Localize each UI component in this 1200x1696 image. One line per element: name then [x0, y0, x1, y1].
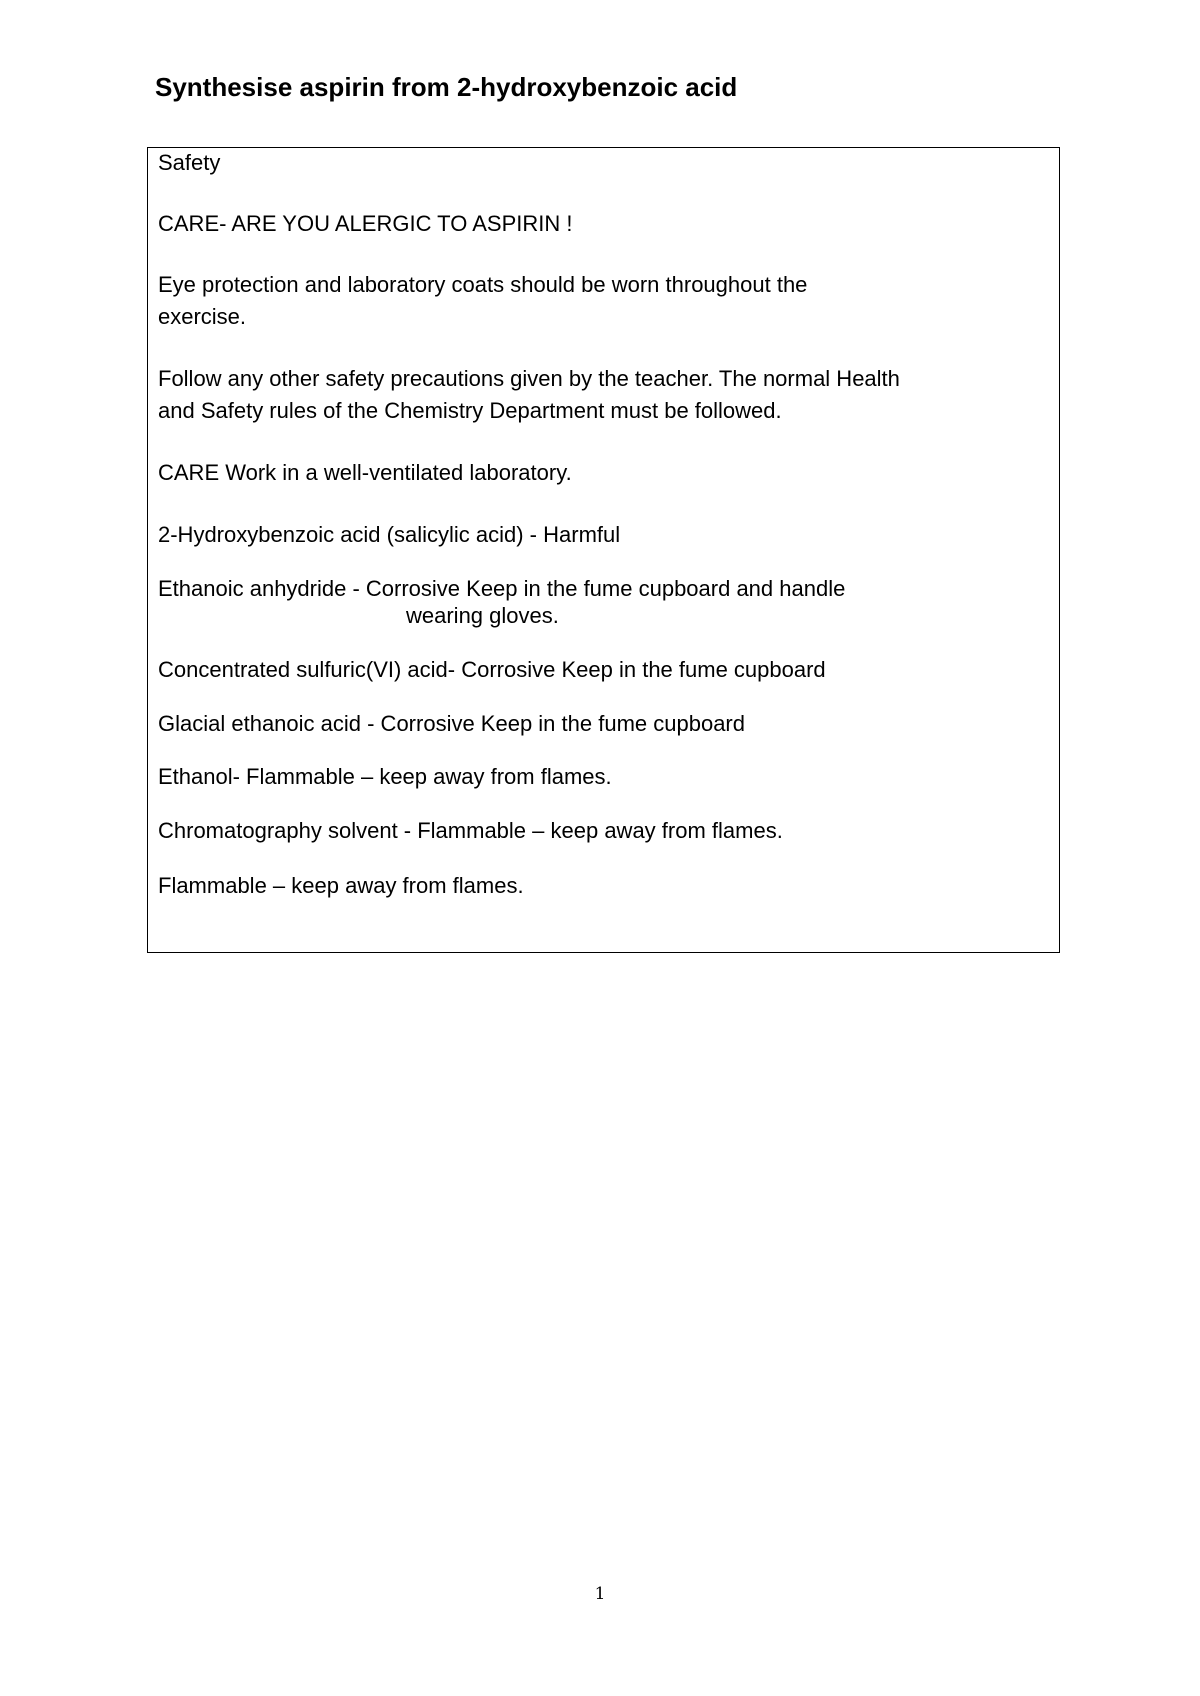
- hazard-chromatography-solvent: Chromatography solvent - Flammable – keep away from flames.: [158, 818, 783, 843]
- hazard-ethanoic-anhydride-line-2: wearing gloves.: [406, 603, 559, 628]
- ventilation-warning: CARE Work in a well-ventilated laboratory.: [158, 460, 572, 485]
- page-title: Synthesise aspirin from 2-hydroxybenzoic acid: [155, 72, 738, 102]
- hazard-ethanol: Ethanol- Flammable – keep away from flames.: [158, 764, 612, 789]
- hazard-glacial-ethanoic-acid: Glacial ethanoic acid - Corrosive Keep in the fume cupboard: [158, 711, 745, 736]
- safety-heading: Safety: [158, 150, 221, 175]
- eye-protection-line-1: Eye protection and laboratory coats should be worn throughout the: [158, 272, 808, 297]
- precautions-line-1: Follow any other safety precautions given by the teacher. The normal Health: [158, 366, 900, 391]
- hazard-flammable-general: Flammable – keep away from flames.: [158, 873, 524, 898]
- page-number: 1: [594, 1584, 606, 1604]
- precautions-line-2: and Safety rules of the Chemistry Department must be followed.: [158, 398, 782, 423]
- allergy-warning: CARE- ARE YOU ALERGIC TO ASPIRIN !: [158, 211, 573, 236]
- hazard-sulfuric-acid: Concentrated sulfuric(VI) acid- Corrosive Keep in the fume cupboard: [158, 657, 826, 682]
- safety-box: [147, 147, 1060, 953]
- hazard-ethanoic-anhydride-line-1: Ethanoic anhydride - Corrosive Keep in the fume cupboard and handle: [158, 576, 846, 601]
- eye-protection-line-2: exercise.: [158, 304, 247, 329]
- hazard-salicylic-acid: 2-Hydroxybenzoic acid (salicylic acid) - Harmful: [158, 522, 621, 547]
